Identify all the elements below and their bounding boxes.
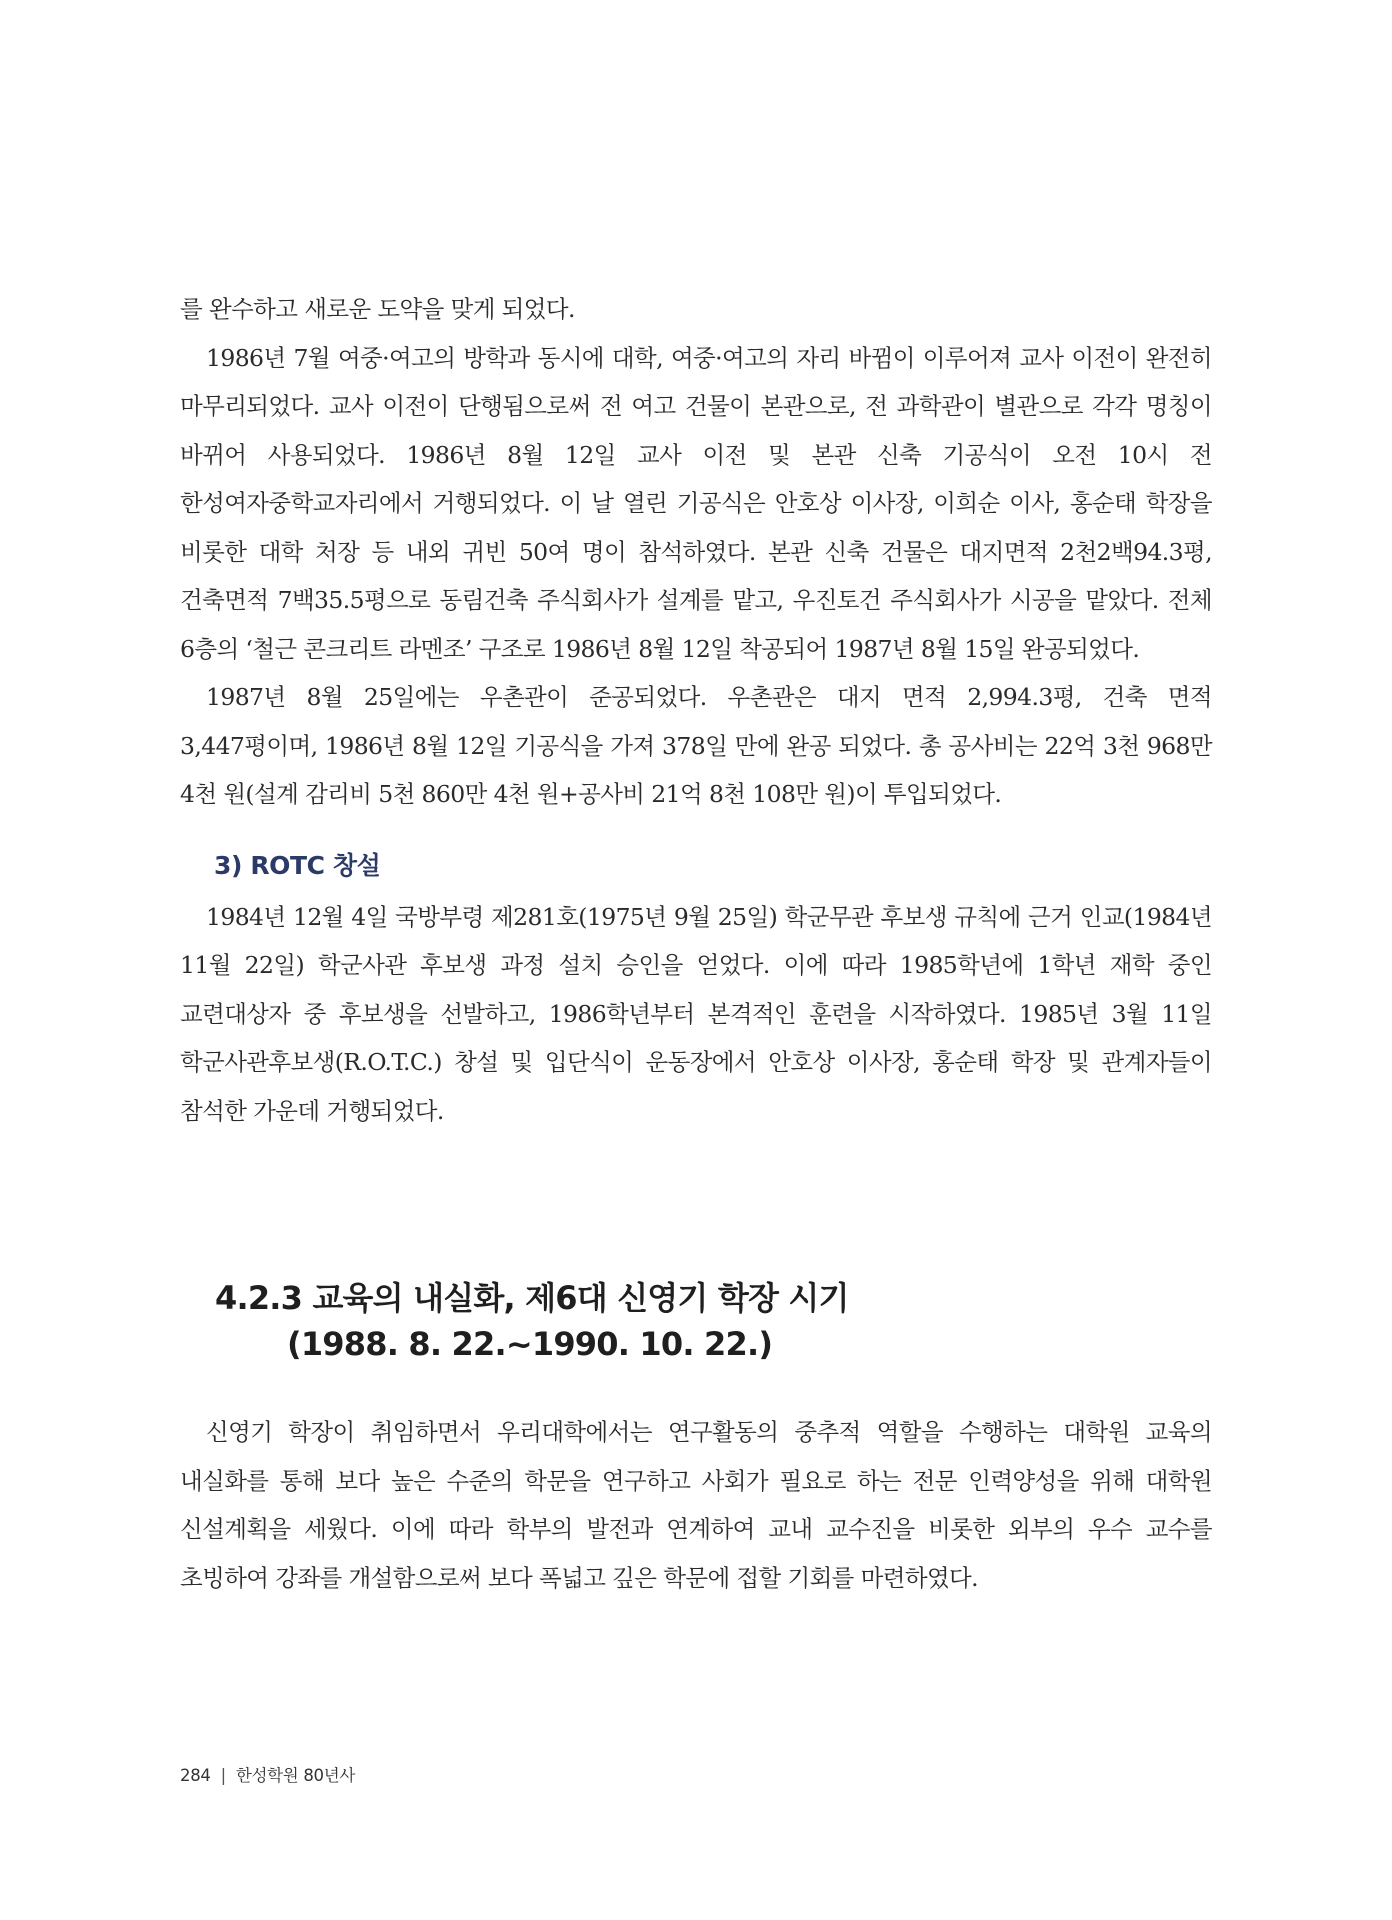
subheading-rotc: 3) ROTC 창설 <box>214 850 381 880</box>
section-title: 4.2.3 교육의 내실화, 제6대 신영기 학장 시기 <box>215 1279 849 1317</box>
section-body <box>180 1408 1212 1602</box>
body-text <box>180 285 1212 1135</box>
paragraph-uchon-hall: 1987년 8월 25일에는 우촌관이 준공되었다. 우촌관은 대지 면적 2,994.3평, 건축 면적 3,447평이며, 1986년 8월 12일 기공식을 가져 378일 만에 완공 되었다. 총 공사비는 22억 3천 968만 4천 원(설계 감리비 5천 860만 4천 원+공사비 21억 8천 108만 원)이 투입되었다. <box>180 683 1212 808</box>
paragraph-graduate-school: 신영기 학장이 취임하면서 우리대학에서는 연구활동의 중추적 역할을 수행하는 대학원 교육의 내실화를 통해 보다 높은 수준의 학문을 연구하고 사회가 필요로 하는 전문 인력양성을 위해 대학원 신설계획을 세웠다. 이에 따라 학부의 발전과 연계하여 교내 교수진을 비롯한 외부의 우수 교수를 초빙하여 강좌를 개설함으로써 보다 폭넓고 깊은 학문에 접할 기회를 마련하였다. <box>180 1418 1212 1592</box>
page-footer <box>180 1762 355 1786</box>
book-title: 한성학원 80년사 <box>235 1766 356 1785</box>
paragraph-continuation: 를 완수하고 새로운 도약을 맞게 되었다. <box>180 295 575 323</box>
page-number: 284 <box>180 1766 211 1785</box>
section-period: (1988. 8. 22.~1990. 10. 22.) <box>287 1325 773 1363</box>
section-heading <box>215 1275 1215 1367</box>
paragraph-relocation: 1986년 7월 여중·여고의 방학과 동시에 대학, 여중·여고의 자리 바뀜이 이루어져 교사 이전이 완전히 마무리되었다. 교사 이전이 단행됨으로써 전 여고 건물이 본관으로, 전 과학관이 별관으로 각각 명칭이 바뀌어 사용되었다. 1986년 8월 12일 교사 이전 및 본관 신축 기공식이 오전 10시 전 한성여자중학교자리에서 거행되었다. 이 날 열린 기공식은 안호상 이사장, 이희순 이사, 홍순태 학장을 비롯한 대학 처장 등 내외 귀빈 50여 명이 참석하였다. 본관 신축 건물은 대지면적 2천2백94.3평, 건축면적 7백35.5평으로 동림건축 주식회사가 설계를 맡고, 우진토건 주식회사가 시공을 맡았다. 전체 6층의 ‘철근 콘크리트 라멘조’ 구조로 1986년 8월 12일 착공되어 1987년 8월 15일 완공되었다. <box>180 343 1212 663</box>
paragraph-rotc: 1984년 12월 4일 국방부령 제281호(1975년 9월 25일) 학군무관 후보생 규칙에 근거 인교(1984년 11월 22일) 학군사관 후보생 과정 설치 승인을 얻었다. 이에 따라 1985학년에 1학년 재학 중인 교련대상자 중 후보생을 선발하고, 1986학년부터 본격적인 훈련을 시작하였다. 1985년 3월 11일 학군사관후보생(R.O.T.C.) 창설 및 입단식이 운동장에서 안호상 이사장, 홍순태 학장 및 관계자들이 참석한 가운데 거행되었다. <box>180 902 1212 1125</box>
footer-separator: | <box>220 1766 226 1785</box>
